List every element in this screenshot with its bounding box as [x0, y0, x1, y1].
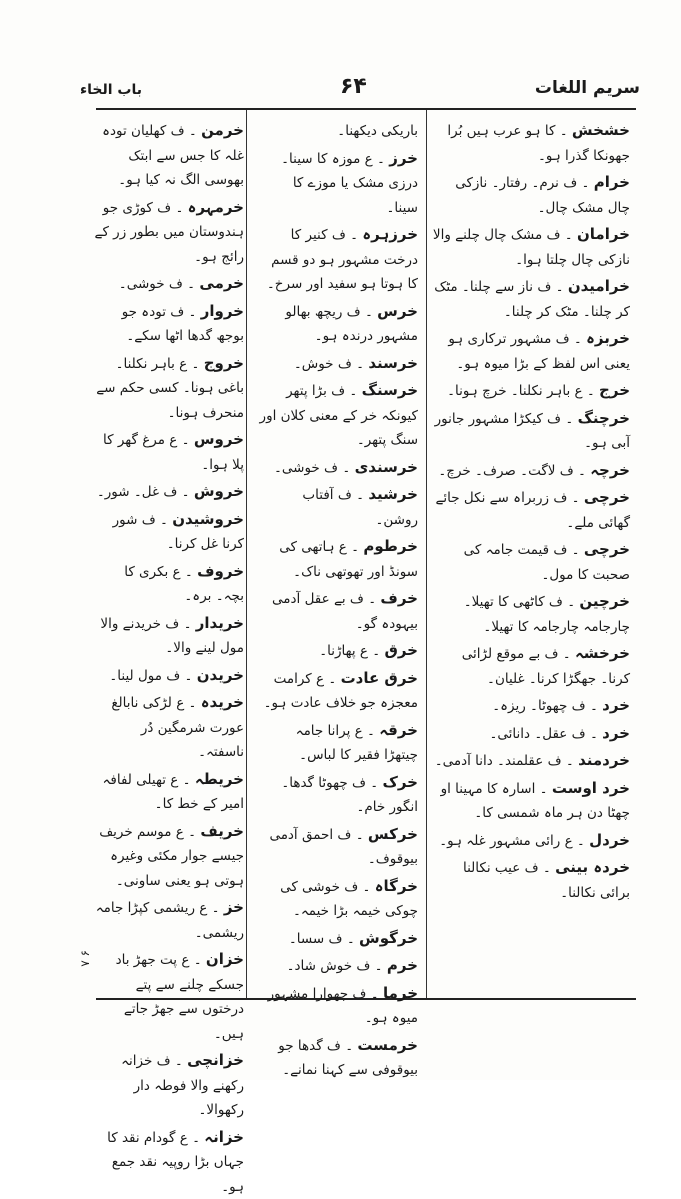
dictionary-entry: خریطہ ۔ ع تھیلی لفافہ امیر کے خط کا۔: [94, 767, 244, 817]
headword: خرف: [380, 589, 418, 607]
dictionary-entry: خروف ۔ ع بکری کا بچہ۔ برہ۔: [94, 559, 244, 609]
definition: ف خوشی کی چوکی خیمہ بڑا خیمہ۔: [280, 879, 418, 920]
headword: خریف: [200, 822, 244, 840]
dictionary-entry: خرسنگ ۔ ف بڑا پتھر کیونکہ خر کے معنی کلان اور سنگ پتھر۔: [258, 378, 418, 453]
column-rule-left: [246, 110, 247, 998]
definition: ع ہاتھی کی سونڈ اور تھوتھی ناک۔: [279, 539, 418, 580]
dictionary-entry: خروار ۔ ف تودہ جو بوجھ گدھا اٹھا سکے۔: [94, 299, 244, 349]
headword: خروس: [194, 430, 244, 448]
headword: خروشیدن: [172, 510, 244, 528]
headword: خرمست: [357, 1036, 418, 1054]
definition: کا ہو عرب ہیں بُرا جھونکا گذرا ہو۔: [447, 123, 630, 164]
definition: ع پرانا جامہ چیتھڑا فقیر کا لباس۔: [296, 723, 418, 764]
dictionary-entry: خرسندی ۔ ف خوشی۔: [258, 455, 418, 481]
headword: خریدہ: [201, 693, 244, 711]
dictionary-entry: خریف ۔ ع موسم خریف جیسے جوار مکئی وغیرہ ہوتی ہو یعنی ساونی۔: [94, 819, 244, 894]
headword: خرشید: [368, 485, 418, 503]
definition: ع باہر نکلنا۔ باغی ہونا۔ کسی حکم سے منحرف ہونا۔: [96, 356, 244, 421]
headword: خرگوش: [359, 929, 418, 947]
dictionary-entry: خردل ۔ ع رائی مشہور غلہ ہو۔: [430, 828, 630, 854]
text-frame: [96, 108, 636, 1000]
dictionary-entry: خرق ۔ ع پھاڑنا۔: [258, 638, 418, 664]
definition: ف کوڑی جو ہندوستان میں بطور زر کے رائج ہو۔: [95, 200, 244, 265]
dictionary-entry: خرامیدن ۔ ف ناز سے چلنا۔ مٹک کر چلنا۔ مٹک کر چلنا۔: [430, 274, 630, 324]
dictionary-entry: خرچنگ ۔ ف کیکڑا مشہور جانور آبی ہو۔: [430, 406, 630, 456]
definition: ف ناز سے چلنا۔ مٹک کر چلنا۔ مٹک کر چلنا۔: [434, 279, 630, 320]
page-number: ۶۴: [340, 74, 367, 99]
dictionary-entry: خرکس ۔ ف احمق آدمی بیوقوف۔: [258, 822, 418, 872]
dictionary-entry: خردمند ۔ ف عقلمند۔ دانا آدمی۔: [430, 748, 630, 774]
column-left: [94, 118, 244, 992]
headword: خرم: [387, 956, 418, 974]
definition: ف بے موقع لڑائی کرنا۔ جھگڑا کرنا۔ غلیان۔: [462, 646, 630, 687]
definition: ف نرم۔ رفتار۔ نازکی چال مشک چال۔: [455, 175, 630, 216]
dictionary-entry: خرم ۔ ف خوش شاد۔: [258, 953, 418, 979]
chapter-title: باب الخاء: [80, 82, 142, 98]
definition: ف بڑا پتھر کیونکہ خر کے معنی کلان اور سنگ پتھر۔: [260, 383, 418, 448]
headword: خرخشہ: [575, 644, 630, 662]
headword: خرزہرہ: [362, 225, 418, 243]
headword: خرمی: [199, 274, 244, 292]
definition: ف کیکڑا مشہور جانور آبی ہو۔: [435, 411, 630, 452]
dictionary-entry: خرف ۔ ف بے عقل آدمی بیہودہ گو۔: [258, 586, 418, 636]
headword: خردہ بینی: [555, 858, 630, 876]
dictionary-entry: خرز ۔ ع موزہ کا سینا۔ درزی مشک یا موزے کا سینا۔: [258, 146, 418, 221]
definition: ف چھوٹا۔ ریزہ۔: [492, 698, 585, 714]
definition: ف بے عقل آدمی بیہودہ گو۔: [272, 591, 418, 632]
dictionary-entry: خرمہرہ ۔ ف کوڑی جو ہندوستان میں بطور زر کے رائج ہو۔: [94, 195, 244, 270]
dictionary-entry: خزانہ ۔ ع گودام نقد کا جہاں بڑا روپیہ نقد جمع ہو۔: [94, 1125, 244, 1199]
page-header: [80, 78, 640, 108]
headword: خرگاہ: [375, 877, 418, 895]
dictionary-entry: خروش ۔ ف غل۔ شور۔: [94, 479, 244, 505]
definition: ع باہر نکلنا۔ خرچ ہونا۔: [447, 383, 582, 399]
margin-note: ۷ ۶: [78, 950, 92, 967]
headword: خروش: [194, 482, 244, 500]
definition: ف عقلمند۔ دانا آدمی۔: [435, 753, 562, 769]
headword: خرما: [383, 984, 418, 1002]
definition: ع رائی مشہور غلہ ہو۔: [439, 833, 572, 849]
definition: باریکی دیکھنا۔: [337, 123, 418, 139]
definition: ف کھلیان تودہ غلہ کا جس سے ابتک بھوسی الگ نہ کیا ہو۔: [102, 123, 244, 188]
dictionary-entry: خروج ۔ ع باہر نکلنا۔ باغی ہونا۔ کسی حکم سے منحرف ہونا۔: [94, 351, 244, 426]
headword: خرچی: [584, 488, 630, 506]
dictionary-entry: خرسند ۔ ف خوش۔: [258, 351, 418, 377]
headword: خربزہ: [586, 329, 630, 347]
definition: ف کنیر کا درخت مشہور ہو دو قسم کا ہوتا ہو سفید اور سرخ۔: [267, 227, 418, 292]
definition: ف خوش۔: [294, 356, 352, 372]
headword: خرج: [599, 381, 630, 399]
headword: خزانچی: [187, 1051, 244, 1069]
definition: ع بکری کا بچہ۔ برہ۔: [124, 564, 244, 605]
headword: خرسند: [368, 354, 418, 372]
definition: ع ریشمی کپڑا جامہ ریشمی۔: [96, 900, 244, 941]
definition: ع موسم خریف جیسے جوار مکئی وغیرہ ہوتی ہو یعنی ساونی۔: [99, 824, 244, 889]
dictionary-entry: خرما ۔ ف چھوارا مشہور میوہ ہو۔: [258, 981, 418, 1031]
headword: خرچی: [584, 540, 630, 558]
column-rule-right: [426, 110, 427, 998]
definition: اسارہ کا مہینا او چھٹا دن ہر ماہ شمسی کا۔: [441, 781, 630, 822]
dictionary-entry: خرک ۔ ف چھوٹا گدھا۔ انگور خام۔: [258, 770, 418, 820]
dictionary-entry: خز ۔ ع ریشمی کپڑا جامہ ریشمی۔: [94, 895, 244, 945]
headword: خزان: [206, 950, 244, 968]
dictionary-entry: خشخش ۔ کا ہو عرب ہیں بُرا جھونکا گذرا ہو۔: [430, 118, 630, 168]
headword: خریطہ: [195, 770, 244, 788]
running-title: سریم اللغات: [535, 78, 640, 98]
definition: ف چھوٹا گدھا۔ انگور خام۔: [281, 775, 418, 816]
dictionary-entry: خریدار ۔ ف خریدنے والا مول لینے والا۔: [94, 611, 244, 661]
definition: ف شور کرنا غل کرنا۔: [113, 512, 244, 553]
dictionary-entry: خرام ۔ ف نرم۔ رفتار۔ نازکی چال مشک چال۔: [430, 170, 630, 220]
headword: خریدار: [196, 614, 244, 632]
dictionary-entry: خرچہ ۔ ف لاگت۔ صرف۔ خرچ۔: [430, 458, 630, 484]
headword: خرقہ: [379, 721, 418, 739]
dictionary-entry: خریدن ۔ ف مول لینا۔: [94, 663, 244, 689]
definition: ف خزانہ رکھنے والا فوطہ دار رکھوالا۔: [121, 1053, 244, 1118]
definition: ع لڑکی نابالغ عورت شرمگین دُر ناسفتہ۔: [111, 695, 244, 760]
headword: خرکس: [368, 825, 418, 843]
headword: خرد: [602, 696, 630, 714]
dictionary-entry: خرچین ۔ ف کاٹھی کا تھیلا۔ چارجامہ چارجامہ کا تھیلا۔: [430, 589, 630, 639]
dictionary-entry: خردہ بینی ۔ ف عیب نکالنا برائی نکالنا۔: [430, 855, 630, 905]
headword: خرد: [602, 724, 630, 742]
definition: ف غل۔ شور۔: [97, 484, 178, 500]
headword: خروج: [204, 354, 244, 372]
definition: ف ریچھ بھالو مشہور درندہ ہو۔: [285, 304, 418, 345]
definition: ف خوش شاد۔: [287, 958, 371, 974]
definition: ف خوشی۔: [274, 460, 338, 476]
headword: خروف: [197, 562, 244, 580]
headword: خرق: [384, 641, 418, 659]
dictionary-entry: خرزہرہ ۔ ف کنیر کا درخت مشہور ہو دو قسم کا ہوتا ہو سفید اور سرخ۔: [258, 222, 418, 297]
dictionary-entry: خرامان ۔ ف مشک چال چلنے والا نازکی چال چلتا ہوا۔: [430, 222, 630, 272]
headword: خرچہ: [590, 461, 630, 479]
headword: خرسنگ: [362, 381, 418, 399]
dictionary-entry: خزان ۔ ع پت جھڑ باد جسکے چلنے سے پتے درختوں سے جھڑ جاتے ہیں۔: [94, 947, 244, 1046]
headword: خروار: [201, 302, 244, 320]
definition: ف خریدنے والا مول لینے والا۔: [100, 616, 244, 657]
dictionary-entry: خرج ۔ ع باہر نکلنا۔ خرچ ہونا۔: [430, 378, 630, 404]
definition: ف کاٹھی کا تھیلا۔ چارجامہ چارجامہ کا تھیلا۔: [464, 594, 630, 635]
definition: ف تودہ جو بوجھ گدھا اٹھا سکے۔: [122, 304, 244, 345]
definition: ف زربراہ سے نکل جائے گھائی ملے۔: [436, 490, 631, 531]
headword: خرک: [382, 773, 418, 791]
dictionary-entry: خرد ۔ ف چھوٹا۔ ریزہ۔: [430, 693, 630, 719]
dictionary-entry: خرق عادت ۔ ع کرامت معجزہ جو خلاف عادت ہو۔: [258, 666, 418, 716]
headword: خزانہ: [204, 1128, 244, 1146]
headword: خرز: [389, 149, 418, 167]
headword: خرامان: [577, 225, 630, 243]
definition: ف قیمت جامہ کی صحبت کا مول۔: [464, 542, 630, 583]
definition: ف چھوارا مشہور میوہ ہو۔: [268, 986, 418, 1027]
headword: خردل: [589, 831, 630, 849]
dictionary-entry: خرمست ۔ ف گدھا جو بیوقوفی سے کہنا نمانے۔: [258, 1033, 418, 1083]
definition: ف خوشی۔: [119, 276, 183, 292]
definition: ع پت جھڑ باد جسکے چلنے سے پتے درختوں سے جھڑ جاتے ہیں۔: [116, 952, 244, 1042]
headword: خردمند: [578, 751, 630, 769]
dictionary-entry: [258, 118, 418, 144]
definition: ع مرغ گھر کا پلا ہوا۔: [103, 432, 244, 473]
definition: ف احمق آدمی بیوقوف۔: [269, 827, 418, 868]
headword: خرس: [377, 302, 418, 320]
definition: ف آفتاب روشن۔: [302, 487, 418, 528]
dictionary-entry: خرچی ۔ ف قیمت جامہ کی صحبت کا مول۔: [430, 537, 630, 587]
dictionary-entry: خرشید ۔ ف آفتاب روشن۔: [258, 482, 418, 532]
headword: خرچنگ: [578, 409, 630, 427]
dictionary-entry: خرگاہ ۔ ف خوشی کی چوکی خیمہ بڑا خیمہ۔: [258, 874, 418, 924]
dictionary-entry: خربزہ ۔ ف مشہور ترکاری ہو یعنی اس لفظ کے بڑا میوہ ہو۔: [430, 326, 630, 376]
headword: خرمن: [201, 121, 244, 139]
headword: خرمہرہ: [188, 198, 244, 216]
definition: ع تھیلی لفافہ امیر کے خط کا۔: [102, 772, 244, 813]
dictionary-entry: خرطوم ۔ ع ہاتھی کی سونڈ اور تھوتھی ناک۔: [258, 534, 418, 584]
headword: خرق عادت: [341, 669, 418, 687]
dictionary-entry: خروشیدن ۔ ف شور کرنا غل کرنا۔: [94, 507, 244, 557]
dictionary-entry: خرگوش ۔ ف سسا۔: [258, 926, 418, 952]
definition: ف مشک چال چلنے والا نازکی چال چلتا ہوا۔: [433, 227, 630, 268]
headword: خرسندی: [355, 458, 418, 476]
dictionary-entry: خرد اوست ۔ اسارہ کا مہینا او چھٹا دن ہر ماہ شمسی کا۔: [430, 776, 630, 826]
headword: خشخش: [572, 121, 630, 139]
headword: خرطوم: [363, 537, 418, 555]
definition: ف عقل۔ دانائی۔: [490, 726, 586, 742]
dictionary-entry: خزانچی ۔ ف خزانہ رکھنے والا فوطہ دار رکھوالا۔: [94, 1048, 244, 1123]
definition: ع موزہ کا سینا۔ درزی مشک یا موزے کا سینا۔: [281, 151, 418, 216]
headword: خرد اوست: [552, 779, 630, 797]
headword: خریدن: [197, 666, 244, 684]
dictionary-entry: خرمی ۔ ف خوشی۔: [94, 271, 244, 297]
definition: ف عیب نکالنا برائی نکالنا۔: [463, 860, 630, 901]
definition: ع کرامت معجزہ جو خلاف عادت ہو۔: [264, 671, 418, 712]
definition: ف مول لینا۔: [109, 668, 180, 684]
dictionary-entry: خرچی ۔ ف زربراہ سے نکل جائے گھائی ملے۔: [430, 485, 630, 535]
column-right: [430, 118, 630, 992]
headword: خرچین: [579, 592, 630, 610]
definition: ف مشہور ترکاری ہو یعنی اس لفظ کے بڑا میوہ ہو۔: [448, 331, 630, 372]
dictionary-entry: خریدہ ۔ ع لڑکی نابالغ عورت شرمگین دُر ناسفتہ۔: [94, 690, 244, 765]
dictionary-entry: خرخشہ ۔ ف بے موقع لڑائی کرنا۔ جھگڑا کرنا۔ غلیان۔: [430, 641, 630, 691]
column-middle: [258, 118, 418, 992]
dictionary-entry: خرقہ ۔ ع پرانا جامہ چیتھڑا فقیر کا لباس۔: [258, 718, 418, 768]
definition: ع پھاڑنا۔: [319, 643, 368, 659]
definition: ف سسا۔: [289, 931, 343, 947]
dictionary-entry: خرس ۔ ف ریچھ بھالو مشہور درندہ ہو۔: [258, 299, 418, 349]
definition: ع گودام نقد کا جہاں بڑا روپیہ نقد جمع ہو۔: [107, 1130, 244, 1195]
dictionary-entry: خروس ۔ ع مرغ گھر کا پلا ہوا۔: [94, 427, 244, 477]
dictionary-entry: خرد ۔ ف عقل۔ دانائی۔: [430, 721, 630, 747]
dictionary-entry: خرمن ۔ ف کھلیان تودہ غلہ کا جس سے ابتک بھوسی الگ نہ کیا ہو۔: [94, 118, 244, 193]
headword: خرامیدن: [568, 277, 630, 295]
headword: خرام: [594, 173, 630, 191]
headword: خز: [224, 898, 244, 916]
definition: ف گدھا جو بیوقوفی سے کہنا نمانے۔: [278, 1038, 418, 1079]
definition: ف لاگت۔ صرف۔ خرچ۔: [438, 463, 573, 479]
